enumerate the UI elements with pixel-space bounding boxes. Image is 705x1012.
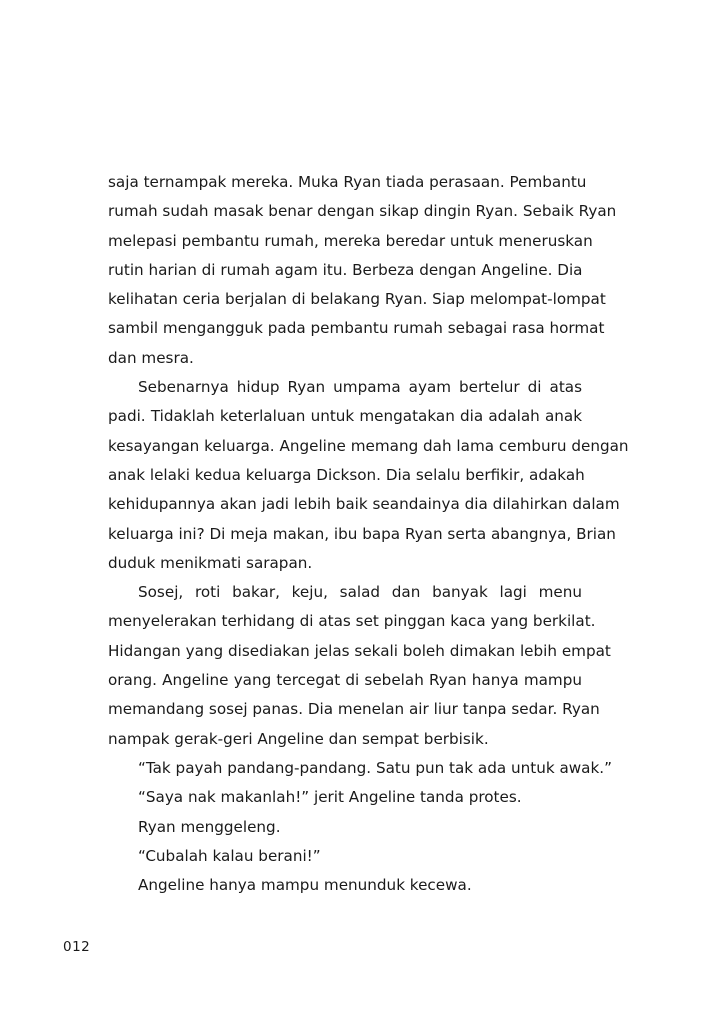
text-line: kelihatan ceria berjalan di belakang Ryan. Siap melompat-lompat bbox=[108, 290, 606, 309]
text-line: padi. Tidaklah keterlaluan untuk mengatakan dia adalah anak bbox=[108, 407, 582, 426]
dialogue-line: Ryan menggeleng. bbox=[138, 817, 281, 836]
dialogue-line: “Cubalah kalau berani!” bbox=[138, 846, 321, 865]
text-line: duduk menikmati sarapan. bbox=[108, 553, 313, 572]
text-line: Sosej, roti bakar, keju, salad dan banyak lagi menu bbox=[138, 583, 582, 602]
text-line: Sebenarnya hidup Ryan umpama ayam bertelur di atas bbox=[138, 378, 582, 397]
dialogue-line: Angeline hanya mampu menunduk kecewa. bbox=[138, 876, 472, 895]
text-line: rutin harian di rumah agam itu. Berbeza dengan Angeline. Dia bbox=[108, 260, 583, 279]
text-line: anak lelaki kedua keluarga Dickson. Dia selalu berfikir, adakah bbox=[108, 465, 585, 484]
text-line: Hidangan yang disediakan jelas sekali boleh dimakan lebih empat bbox=[108, 641, 611, 660]
text-line: nampak gerak-geri Angeline dan sempat berbisik. bbox=[108, 729, 489, 748]
text-line: rumah sudah masak benar dengan sikap dingin Ryan. Sebaik Ryan bbox=[108, 202, 617, 221]
dialogue-line: “Saya nak makanlah!” jerit Angeline tanda protes. bbox=[138, 788, 522, 807]
text-line: sambil mengangguk pada pembantu rumah sebagai rasa hormat bbox=[108, 319, 605, 338]
text-line: memandang sosej panas. Dia menelan air liur tanpa sedar. Ryan bbox=[108, 700, 600, 719]
text-line: dan mesra. bbox=[108, 348, 194, 367]
text-line: melepasi pembantu rumah, mereka beredar untuk meneruskan bbox=[108, 231, 593, 250]
text-line: keluarga ini? Di meja makan, ibu bapa Ryan serta abangnya, Brian bbox=[108, 524, 616, 543]
page-number: 012 bbox=[63, 939, 91, 955]
text-line: saja ternampak mereka. Muka Ryan tiada perasaan. Pembantu bbox=[108, 173, 587, 191]
text-line: kehidupannya akan jadi lebih baik seandainya dia dilahirkan dalam bbox=[108, 495, 620, 514]
text-line: menyelerakan terhidang di atas set pinggan kaca yang berkilat. bbox=[108, 612, 596, 631]
body-text bbox=[108, 168, 629, 900]
text-line: kesayangan keluarga. Angeline memang dah lama cemburu dengan bbox=[108, 436, 629, 455]
text-line: orang. Angeline yang tercegat di sebelah Ryan hanya mampu bbox=[108, 671, 582, 690]
dialogue-line: “Tak payah pandang-pandang. Satu pun tak ada untuk awak.” bbox=[138, 758, 612, 777]
